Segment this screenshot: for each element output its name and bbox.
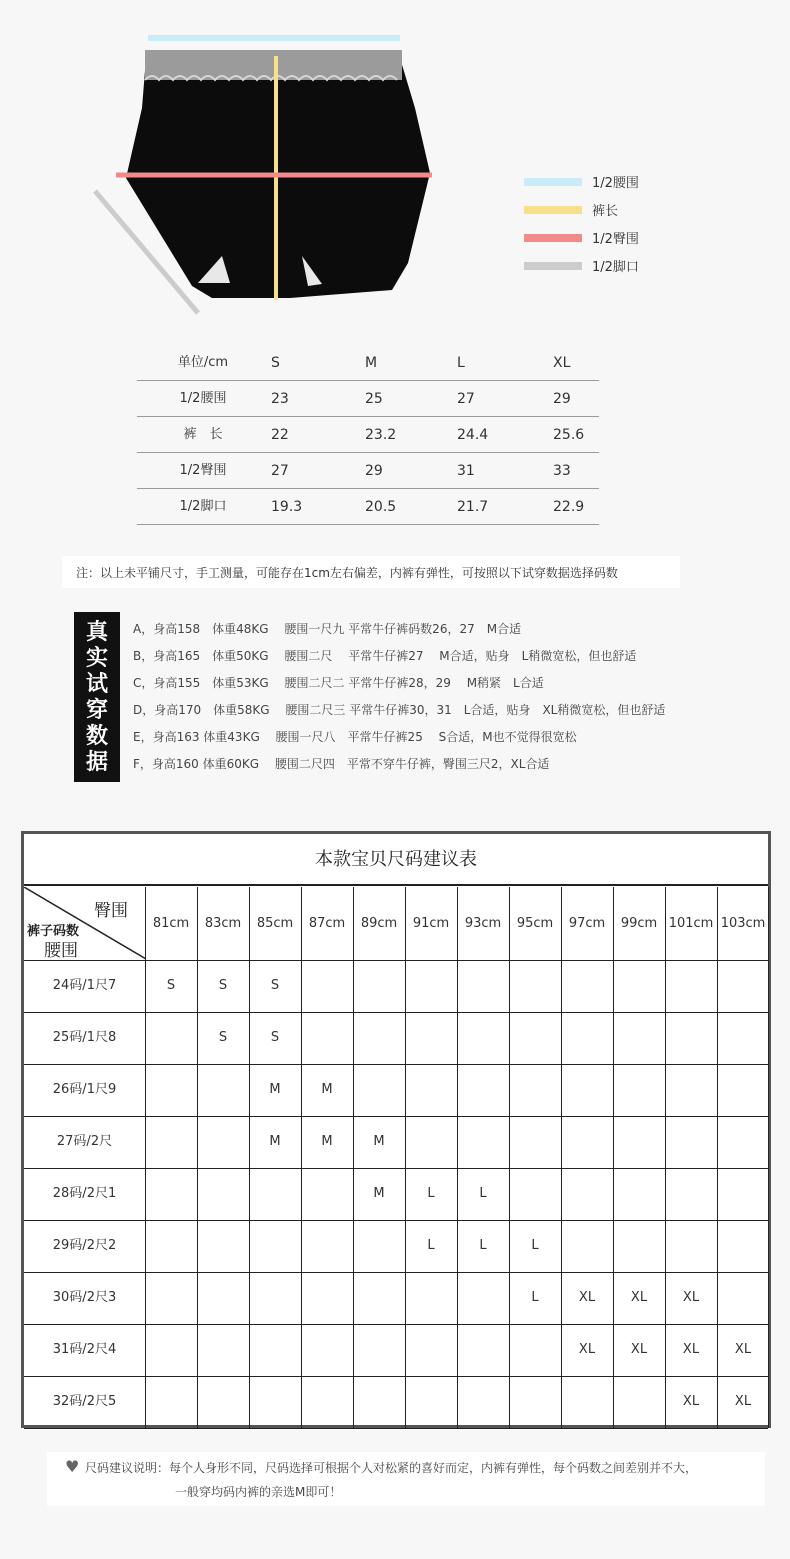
size-cell bbox=[717, 1012, 769, 1064]
tryon-row: B，身高165 体重50KG 腰围二尺 平常牛仔裤27 M合适，贴身 L稍微宽松，但也舒适 bbox=[133, 649, 637, 663]
value-cell: 21.7 bbox=[457, 499, 489, 515]
waist-row-header: 30码/2尺3 bbox=[52, 1290, 117, 1305]
size-cell bbox=[457, 960, 509, 1012]
size-cell bbox=[145, 1272, 197, 1324]
corner-count-label: 裤子码数 bbox=[27, 924, 80, 939]
value-cell: 25 bbox=[365, 391, 383, 407]
legend-swatch bbox=[524, 206, 582, 214]
size-cell: L bbox=[479, 1186, 487, 1201]
size-cell bbox=[197, 1324, 249, 1376]
size-cell: XL bbox=[578, 1342, 596, 1357]
legend-swatch bbox=[524, 178, 582, 186]
hip-column-header: 83cm bbox=[204, 916, 242, 931]
size-cell bbox=[561, 1220, 613, 1272]
size-cell bbox=[353, 1272, 405, 1324]
size-cell bbox=[561, 1012, 613, 1064]
size-cell bbox=[197, 1116, 249, 1168]
measurement-row bbox=[137, 453, 599, 489]
size-cell bbox=[197, 1272, 249, 1324]
hip-column-header: 93cm bbox=[464, 916, 502, 931]
value-cell: 33 bbox=[553, 463, 571, 479]
row-label: 1/2腰围 bbox=[179, 391, 227, 406]
size-cell bbox=[145, 1324, 197, 1376]
value-cell: 22 bbox=[271, 427, 289, 443]
tryon-row: D，身高170 体重58KG 腰围二尺三 平常牛仔裤30，31 L合适，贴身 XL稍微宽松，但也舒适 bbox=[133, 703, 666, 717]
size-cell bbox=[717, 1168, 769, 1220]
measurement-row bbox=[137, 489, 599, 525]
legend-item-leg-opening bbox=[524, 256, 724, 276]
size-cell bbox=[457, 1116, 509, 1168]
size-advice-note bbox=[47, 1452, 765, 1506]
waist-row-header: 24码/1尺7 bbox=[52, 978, 117, 993]
size-header-l: L bbox=[457, 355, 465, 371]
legend-swatch bbox=[524, 262, 582, 270]
size-cell bbox=[249, 1220, 301, 1272]
size-cell bbox=[613, 1220, 665, 1272]
legend-swatch bbox=[524, 234, 582, 242]
badge-char: 据 bbox=[85, 750, 108, 775]
size-cell bbox=[301, 1376, 353, 1428]
tryon-row: A，身高158 体重48KG 腰围一尺九 平常牛仔裤码数26，27 M合适 bbox=[133, 622, 522, 636]
row-label: 1/2脚口 bbox=[179, 499, 227, 514]
size-cell: M bbox=[321, 1134, 333, 1149]
size-cell: XL bbox=[734, 1394, 752, 1409]
hip-column-header: 101cm bbox=[668, 916, 714, 931]
badge-char: 实 bbox=[85, 646, 108, 671]
size-cell bbox=[509, 1324, 561, 1376]
size-cell bbox=[405, 1272, 457, 1324]
size-cell bbox=[353, 1376, 405, 1428]
value-cell: 31 bbox=[457, 463, 475, 479]
chart-title: 本款宝贝尺码建议表 bbox=[24, 834, 768, 886]
size-cell bbox=[197, 1220, 249, 1272]
size-cell bbox=[561, 1064, 613, 1116]
hip-column-header: 103cm bbox=[720, 916, 766, 931]
size-cell bbox=[197, 1064, 249, 1116]
legend-item-hip bbox=[524, 228, 724, 248]
hip-column-header: 99cm bbox=[620, 916, 658, 931]
advice-line-1: 尺码建议说明：每个人身形不同，尺码选择可根据个人对松紧的喜好而定，内裤有弹性，每个码数之间差别并不大， bbox=[85, 1461, 698, 1475]
size-cell: XL bbox=[682, 1394, 700, 1409]
size-cell bbox=[613, 960, 665, 1012]
size-cell bbox=[509, 1116, 561, 1168]
badge-char: 真 bbox=[85, 620, 108, 645]
waist-row-header: 26码/1尺9 bbox=[52, 1082, 117, 1097]
badge-char: 数 bbox=[85, 724, 108, 749]
size-recommendation-chart bbox=[21, 831, 771, 1428]
value-cell: 29 bbox=[365, 463, 383, 479]
size-cell bbox=[613, 1376, 665, 1428]
unit-header: 单位/cm bbox=[177, 355, 229, 370]
grid-line bbox=[24, 1428, 768, 1429]
size-cell bbox=[197, 1168, 249, 1220]
size-cell bbox=[405, 1324, 457, 1376]
value-cell: 22.9 bbox=[553, 499, 585, 515]
row-label: 裤 长 bbox=[183, 427, 223, 442]
size-cell bbox=[353, 960, 405, 1012]
underwear-measurement-illustration bbox=[90, 28, 450, 318]
size-cell bbox=[145, 1168, 197, 1220]
value-cell: 29 bbox=[553, 391, 571, 407]
size-cell: S bbox=[218, 1030, 228, 1045]
measurement-header-row bbox=[137, 345, 599, 381]
value-cell: 20.5 bbox=[365, 499, 397, 515]
size-cell bbox=[145, 1012, 197, 1064]
size-cell bbox=[665, 1220, 717, 1272]
size-cell: S bbox=[218, 978, 228, 993]
size-cell bbox=[457, 1376, 509, 1428]
size-cell bbox=[457, 1012, 509, 1064]
size-cell bbox=[509, 1012, 561, 1064]
hip-column-header: 81cm bbox=[152, 916, 190, 931]
size-cell: L bbox=[531, 1238, 539, 1253]
size-cell bbox=[353, 1324, 405, 1376]
size-cell bbox=[249, 1376, 301, 1428]
size-cell bbox=[665, 1116, 717, 1168]
size-cell bbox=[509, 1168, 561, 1220]
size-cell bbox=[405, 960, 457, 1012]
value-cell: 25.6 bbox=[553, 427, 585, 443]
value-cell: 27 bbox=[457, 391, 475, 407]
size-cell bbox=[353, 1220, 405, 1272]
waist-row-header: 28码/2尺1 bbox=[52, 1186, 117, 1201]
waist-row-header: 29码/2尺2 bbox=[52, 1238, 117, 1253]
size-cell bbox=[665, 960, 717, 1012]
size-header-xl: XL bbox=[553, 355, 571, 371]
hip-column-header: 89cm bbox=[360, 916, 398, 931]
row-label: 1/2臀围 bbox=[179, 463, 227, 478]
size-cell: XL bbox=[630, 1342, 648, 1357]
size-cell: XL bbox=[734, 1342, 752, 1357]
size-cell bbox=[353, 1064, 405, 1116]
size-cell bbox=[301, 960, 353, 1012]
tryon-row: F，身高160 体重60KG 腰围二尺四 平常不穿牛仔裤，臀围三尺2，XL合适 bbox=[133, 757, 550, 771]
hip-column-header: 85cm bbox=[256, 916, 294, 931]
size-cell bbox=[613, 1064, 665, 1116]
size-cell bbox=[301, 1012, 353, 1064]
size-cell bbox=[457, 1272, 509, 1324]
waist-row-header: 27码/2尺 bbox=[56, 1134, 113, 1149]
size-cell bbox=[509, 1376, 561, 1428]
value-cell: 19.3 bbox=[271, 499, 303, 515]
size-cell: M bbox=[373, 1186, 385, 1201]
size-cell bbox=[145, 1116, 197, 1168]
size-cell bbox=[717, 1064, 769, 1116]
size-cell: M bbox=[269, 1134, 281, 1149]
size-cell bbox=[717, 1272, 769, 1324]
size-header-m: M bbox=[365, 355, 378, 371]
size-cell bbox=[145, 1064, 197, 1116]
corner-hip-label: 臀围 bbox=[94, 901, 128, 921]
size-cell bbox=[561, 1376, 613, 1428]
size-cell: S bbox=[270, 1030, 280, 1045]
tryon-row: E，身高163 体重43KG 腰围一尺八 平常牛仔裤25 S合适，M也不觉得很宽松 bbox=[133, 730, 577, 744]
size-cell bbox=[405, 1376, 457, 1428]
value-cell: 23 bbox=[271, 391, 289, 407]
size-cell bbox=[509, 960, 561, 1012]
size-cell: S bbox=[270, 978, 280, 993]
size-cell bbox=[717, 1220, 769, 1272]
size-cell: S bbox=[166, 978, 176, 993]
size-cell bbox=[717, 1116, 769, 1168]
size-cell bbox=[561, 1116, 613, 1168]
legend-label: 1/2臀围 bbox=[592, 232, 639, 247]
size-cell bbox=[717, 960, 769, 1012]
heart-icon: ♥ bbox=[65, 1457, 80, 1476]
size-cell bbox=[145, 1376, 197, 1428]
size-cell bbox=[249, 1168, 301, 1220]
value-cell: 23.2 bbox=[365, 427, 397, 443]
hip-column-header: 91cm bbox=[412, 916, 450, 931]
size-cell bbox=[561, 960, 613, 1012]
badge-char: 试 bbox=[85, 672, 108, 697]
size-cell: XL bbox=[682, 1290, 700, 1305]
size-cell bbox=[509, 1064, 561, 1116]
size-cell bbox=[665, 1064, 717, 1116]
waist-row-header: 25码/1尺8 bbox=[52, 1030, 117, 1045]
size-cell: M bbox=[321, 1082, 333, 1097]
size-cell bbox=[249, 1324, 301, 1376]
legend-item-waist bbox=[524, 172, 724, 192]
value-cell: 27 bbox=[271, 463, 289, 479]
tryon-row: C，身高155 体重53KG 腰围二尺二 平常牛仔裤28，29 M稍紧 L合适 bbox=[133, 676, 544, 690]
badge-char: 穿 bbox=[85, 698, 108, 723]
size-cell bbox=[405, 1116, 457, 1168]
size-cell bbox=[457, 1064, 509, 1116]
size-cell bbox=[561, 1168, 613, 1220]
size-cell: XL bbox=[578, 1290, 596, 1305]
corner-waist-label: 腰围 bbox=[44, 941, 78, 961]
legend-item-length bbox=[524, 200, 724, 220]
size-cell: XL bbox=[682, 1342, 700, 1357]
size-cell: M bbox=[269, 1082, 281, 1097]
size-cell bbox=[301, 1168, 353, 1220]
hip-column-header: 97cm bbox=[568, 916, 606, 931]
size-cell bbox=[405, 1012, 457, 1064]
size-cell bbox=[405, 1064, 457, 1116]
size-cell: L bbox=[479, 1238, 487, 1253]
size-cell bbox=[613, 1116, 665, 1168]
size-cell bbox=[457, 1324, 509, 1376]
hip-column-header: 87cm bbox=[308, 916, 346, 931]
hip-column-header: 95cm bbox=[516, 916, 554, 931]
size-cell: L bbox=[427, 1238, 435, 1253]
size-cell bbox=[301, 1324, 353, 1376]
size-cell bbox=[197, 1376, 249, 1428]
waist-row-header: 32码/2尺5 bbox=[52, 1394, 117, 1409]
measurement-table bbox=[137, 345, 599, 525]
size-cell bbox=[301, 1220, 353, 1272]
size-cell: XL bbox=[630, 1290, 648, 1305]
size-cell bbox=[353, 1012, 405, 1064]
waist-row-header: 31码/2尺4 bbox=[52, 1342, 117, 1357]
legend-label: 裤长 bbox=[592, 204, 619, 219]
size-cell bbox=[249, 1272, 301, 1324]
size-cell bbox=[613, 1168, 665, 1220]
advice-line-2: 一般穿均码内裤的亲选M即可！ bbox=[175, 1485, 342, 1499]
value-cell: 24.4 bbox=[457, 427, 489, 443]
size-cell bbox=[145, 1220, 197, 1272]
size-cell bbox=[665, 1012, 717, 1064]
size-cell bbox=[665, 1168, 717, 1220]
note-text: 注：以上未平铺尺寸，手工测量，可能存在1cm左右偏差，内裤有弹性，可按照以下试穿数据选择码数 bbox=[76, 566, 618, 580]
size-cell: L bbox=[531, 1290, 539, 1305]
size-cell bbox=[301, 1272, 353, 1324]
size-cell bbox=[613, 1012, 665, 1064]
measurement-row bbox=[137, 417, 599, 453]
measurement-note bbox=[62, 556, 680, 588]
tryon-badge bbox=[74, 612, 120, 782]
legend-label: 1/2脚口 bbox=[592, 260, 639, 275]
size-cell: L bbox=[427, 1186, 435, 1201]
legend-label: 1/2腰围 bbox=[592, 176, 639, 191]
size-header-s: S bbox=[271, 355, 280, 371]
measurement-row bbox=[137, 381, 599, 417]
size-cell: M bbox=[373, 1134, 385, 1149]
